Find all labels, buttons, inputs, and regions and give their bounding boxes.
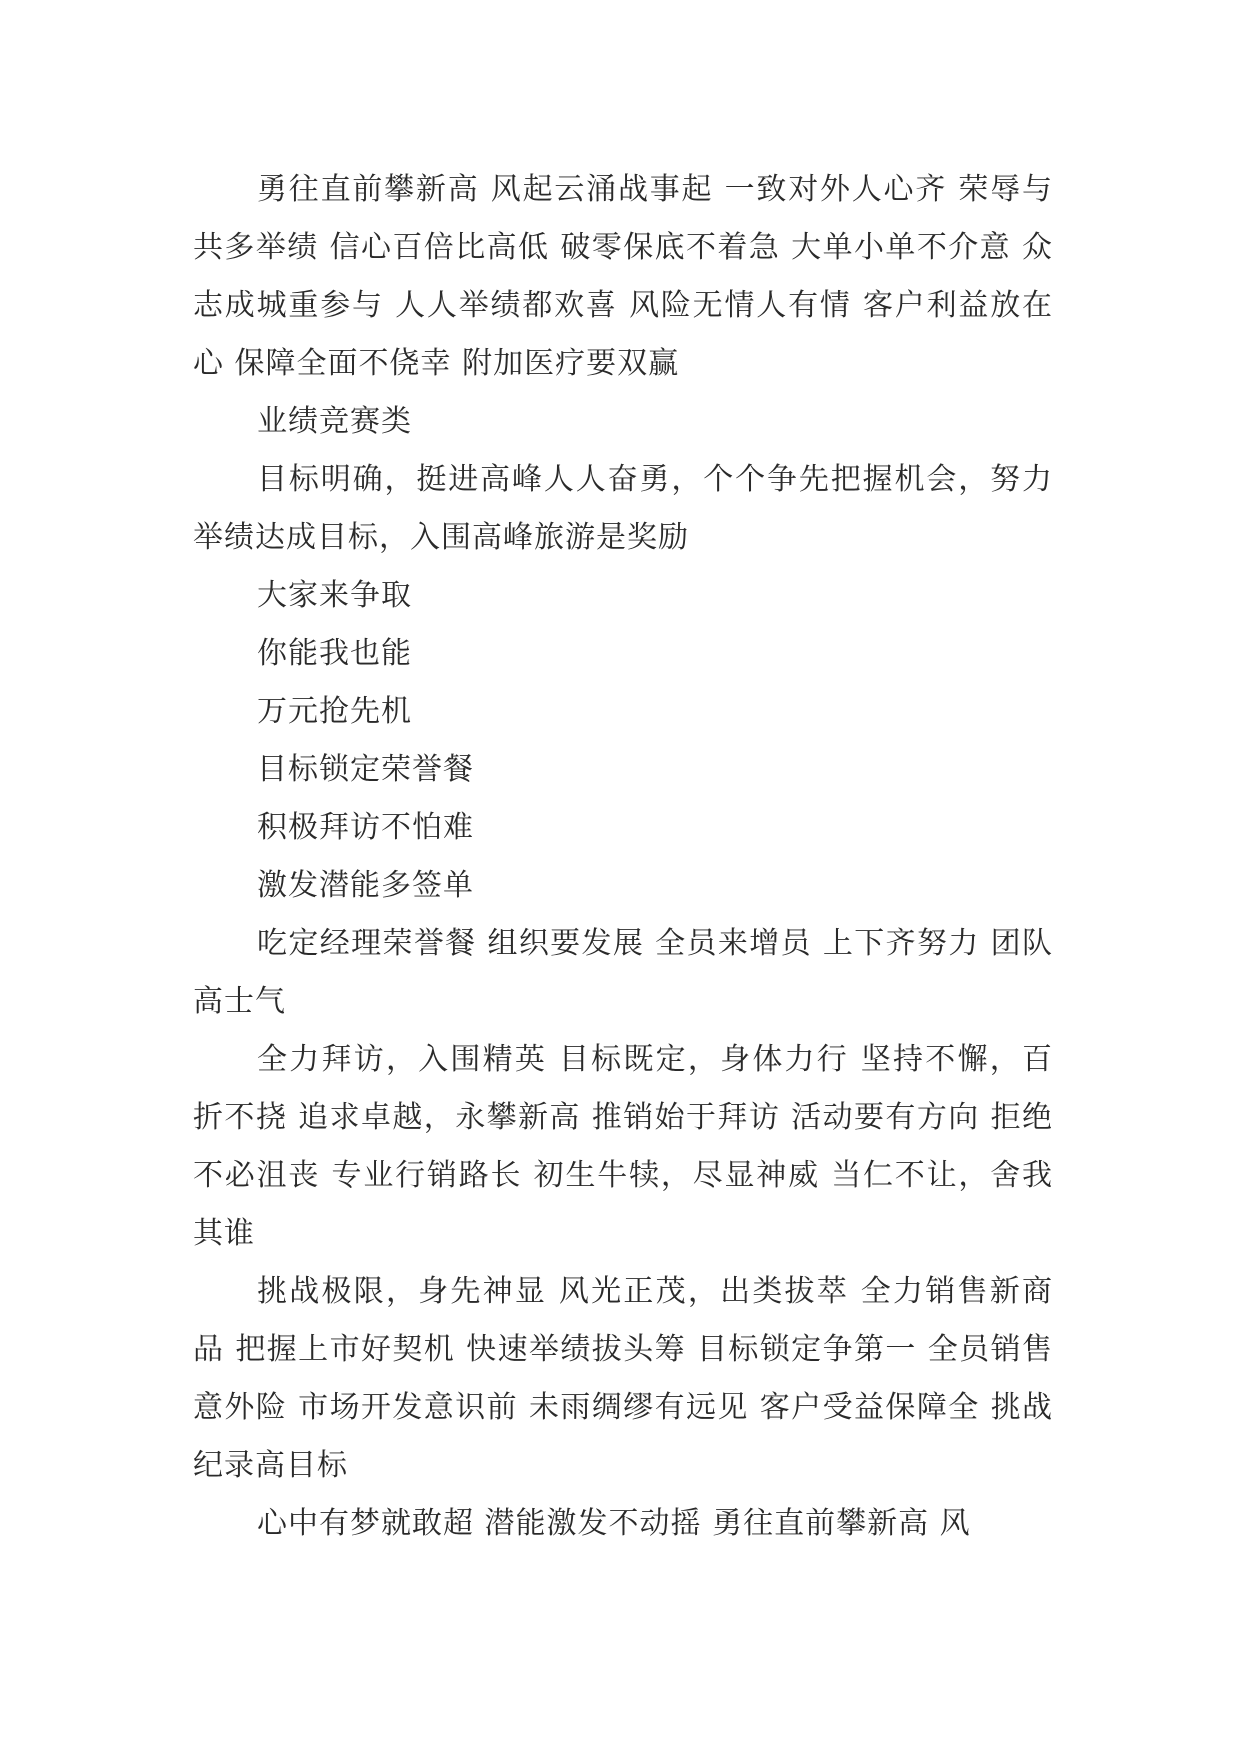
slogan-line: 你能我也能 (257, 636, 412, 671)
paragraph: 心中有梦就敢超 潜能激发不动摇 勇往直前攀新高 风 (257, 1506, 971, 1541)
paragraph: 吃定经理荣誉餐 组织要发展 全员来增员 上下齐努力 团队高士气 (193, 926, 1053, 1019)
section-heading: 业绩竞赛类 (257, 404, 412, 439)
paragraph: 勇往直前攀新高 风起云涌战事起 一致对外人心齐 荣辱与共多举绩 信心百倍比高低 破零保底不着急 大单小单不介意 众志成城重参与 人人举绩都欢喜 风险无情人有情 客户利益放在心 保障全面不侥幸 附加医疗要双赢 (193, 172, 1053, 381)
paragraph: 挑战极限，身先神显 风光正茂，出类拔萃 全力销售新商品 把握上市好契机 快速举绩拔头筹 目标锁定争第一 全员销售意外险 市场开发意识前 未雨绸缪有远见 客户受益保障全 挑战纪录高目标 (193, 1274, 1053, 1483)
paragraph: 全力拜访，入围精英 目标既定，身体力行 坚持不懈，百折不挠 追求卓越，永攀新高 推销始于拜访 活动要有方向 拒绝不必沮丧 专业行销路长 初生牛犊，尽显神威 当仁不让，舍我其谁 (193, 1042, 1053, 1251)
slogan-line: 万元抢先机 (257, 694, 412, 729)
slogan-line: 大家来争取 (257, 578, 412, 613)
slogan-line: 激发潜能多签单 (257, 868, 474, 903)
document-body (193, 161, 1053, 1553)
paragraph: 目标明确，挺进高峰人人奋勇，个个争先把握机会，努力举绩达成目标，入围高峰旅游是奖励 (193, 462, 1053, 555)
slogan-line: 积极拜访不怕难 (257, 810, 474, 845)
slogan-line: 目标锁定荣誉餐 (257, 752, 474, 787)
